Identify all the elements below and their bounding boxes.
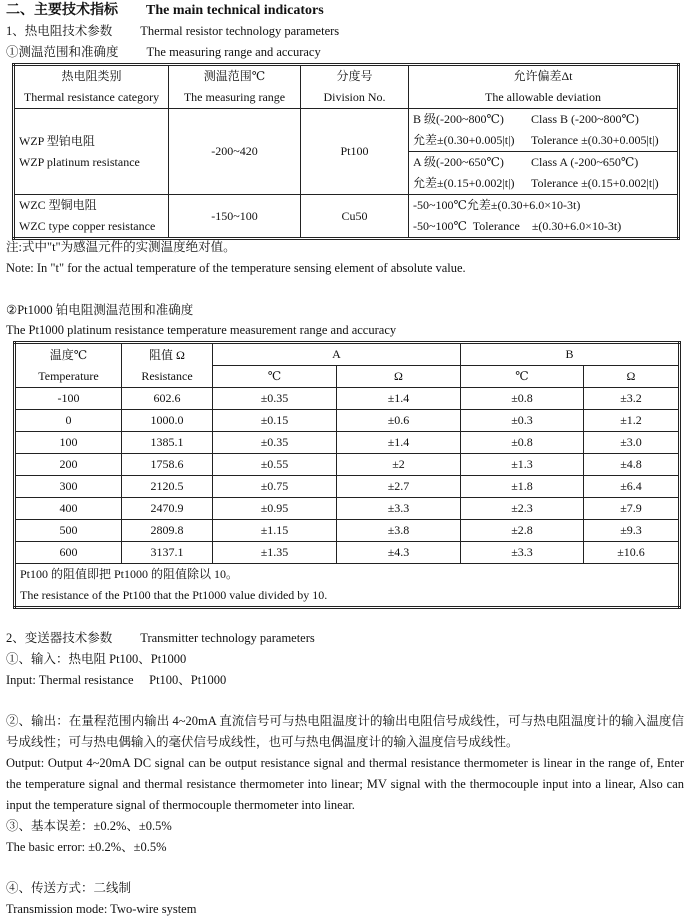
table-header-row — [14, 65, 679, 109]
cat-cn: WZP 型铂电阻 — [19, 133, 95, 148]
header-b-ohm: Ω — [584, 366, 680, 388]
table-row — [15, 498, 680, 520]
sub1-en: The measuring range and accuracy — [146, 45, 321, 59]
section2-title — [6, 628, 315, 648]
table-cell: ±2 — [337, 454, 461, 476]
table-cell: ±1.35 — [213, 542, 337, 564]
header-a-celsius: ℃ — [213, 366, 337, 388]
table-cell: 200 — [15, 454, 122, 476]
table-cell: 1385.1 — [122, 432, 213, 454]
sub2-en: The Pt1000 platinum resistance temperature measurement range and accuracy — [6, 323, 397, 337]
header-cn: 温度℃ — [49, 347, 88, 362]
sub1-cn: ①测温范围和准确度 — [6, 45, 119, 59]
table-cell: ±0.35 — [213, 432, 337, 454]
table-cell: ±2.8 — [461, 520, 584, 542]
dev-line — [413, 173, 673, 194]
table-cell: ±2.3 — [461, 498, 584, 520]
dev-en: Class A (-200~650℃) — [531, 155, 639, 169]
table-cell: 3137.1 — [122, 542, 213, 564]
table-cell: ±1.8 — [461, 476, 584, 498]
header-cn: 分度号 — [336, 69, 373, 83]
table-cell: ±3.0 — [584, 432, 680, 454]
header-en: Resistance — [141, 368, 193, 383]
transmission-cn: ④、传送方式：二线制 — [6, 881, 132, 895]
header-en: Division No. — [323, 90, 386, 104]
section2-en: Transmitter technology parameters — [140, 631, 315, 645]
transmission-en: Transmission mode: Two-wire system — [6, 902, 197, 916]
table-cell: ±1.2 — [584, 410, 680, 432]
table-cell: ±0.75 — [213, 476, 337, 498]
table-cell: 500 — [15, 520, 122, 542]
table-cell: ±1.15 — [213, 520, 337, 542]
error-en: The basic error: ±0.2%、±0.5% — [6, 840, 167, 854]
header-a-ohm: Ω — [337, 366, 461, 388]
header-resistance — [122, 343, 213, 388]
table-cell: 600 — [15, 542, 122, 564]
section2-cn: 2、变送器技术参数 — [6, 631, 113, 645]
table-cell: ±0.8 — [461, 388, 584, 410]
table-cell: ±3.8 — [337, 520, 461, 542]
table-cell: ±2.7 — [337, 476, 461, 498]
deviation-cell — [409, 109, 679, 152]
header-temperature — [15, 343, 122, 388]
table-row — [15, 410, 680, 432]
input-cn: ①、输入：热电阻 Pt100、Pt1000 — [6, 652, 187, 666]
error-cn: ③、基本误差：±0.2%、±0.5% — [6, 819, 172, 833]
table-row — [15, 542, 680, 564]
header-deviation — [409, 65, 679, 109]
input-en: Input: Thermal resistance Pt100、Pt1000 — [6, 673, 227, 687]
table-note — [15, 564, 680, 608]
table-row — [15, 520, 680, 542]
table-cell: 400 — [15, 498, 122, 520]
table-cell: 0 — [15, 410, 122, 432]
note1-cn: 注:式中"t"为感温元件的实测温度绝对值。 — [6, 240, 236, 254]
header-division — [301, 65, 409, 109]
dev-line — [413, 109, 673, 130]
section1-en: Thermal resistor technology parameters — [140, 24, 340, 38]
division-cell: Pt100 — [301, 109, 409, 195]
table-cell: -100 — [15, 388, 122, 410]
table-row — [15, 476, 680, 498]
range-cell: -150~100 — [169, 195, 301, 239]
table-cell: ±0.55 — [213, 454, 337, 476]
dev-line: -50~100℃ Tolerance ±(0.30+6.0×10-3t) — [413, 219, 622, 233]
table-cell: ±1.3 — [461, 454, 584, 476]
table-cell: ±3.3 — [461, 542, 584, 564]
table-cell: ±0.6 — [337, 410, 461, 432]
category-cell — [14, 109, 169, 195]
table-header-row — [15, 343, 680, 366]
dev-en: Tolerance ±(0.15+0.002|t|) — [531, 176, 659, 190]
header-b-celsius: ℃ — [461, 366, 584, 388]
output-cn: ②、输出：在量程范围内输出 4~20mA 直流信号可与热电阻温度计的输出电阻信号成线性，可与热电阻温度计的输入温度信号成线性；可与热电偶输入的毫伏信号成线性，也可与热电偶温度计的输入温度信号成线性。 — [6, 714, 684, 749]
table-cell: ±6.4 — [584, 476, 680, 498]
cat-cn: WZC 型铜电阻 — [19, 198, 97, 212]
table-cell: ±7.9 — [584, 498, 680, 520]
deviation-cell — [409, 195, 679, 239]
header-cn: 阻值 Ω — [149, 347, 185, 362]
header-category — [14, 65, 169, 109]
cat-en: WZC type copper resistance — [19, 219, 156, 233]
dev-en: Tolerance ±(0.30+0.005|t|) — [531, 133, 659, 147]
dev-cn: 允差±(0.30+0.005|t|) — [413, 133, 515, 147]
header-en: Temperature — [38, 368, 99, 383]
table-row — [15, 432, 680, 454]
table-cell: 2809.8 — [122, 520, 213, 542]
header-range — [169, 65, 301, 109]
heading-en: The main technical indicators — [146, 3, 324, 18]
table-cell: 1758.6 — [122, 454, 213, 476]
table-cell: 100 — [15, 432, 122, 454]
thermal-resistor-table — [12, 63, 680, 240]
section1-title — [6, 21, 339, 41]
table-row — [14, 109, 679, 152]
table-row — [14, 195, 679, 239]
deviation-cell — [409, 152, 679, 195]
header-cn: 测温范围℃ — [203, 69, 266, 83]
table-cell: 2120.5 — [122, 476, 213, 498]
dev-line: -50~100℃允差±(0.30+6.0×10-3t) — [413, 198, 581, 212]
dev-line — [413, 152, 673, 173]
table-cell: 1000.0 — [122, 410, 213, 432]
header-cn: 允许偏差Δt — [513, 69, 573, 83]
output-en: Output: Output 4~20mA DC signal can be output resistance signal and thermal resistance thermometer is linear in the range of, Enter the temperature signal and thermal resistance thermometer into linear; MV signal with the thermocouple input into a linear, Also can input the temperature signal of thermocouple thermometer into linear. — [6, 756, 684, 812]
table-cell: ±0.15 — [213, 410, 337, 432]
category-cell — [14, 195, 169, 239]
table-cell: ±4.3 — [337, 542, 461, 564]
heading-cn: 二、主要技术指标 — [6, 3, 118, 18]
note-cn: Pt100 的阻值即把 Pt1000 的阻值除以 10。 — [20, 567, 239, 581]
note-en: The resistance of the Pt100 that the Pt1000 value divided by 10. — [20, 588, 328, 602]
dev-cn: A 级(-200~650℃) — [413, 155, 504, 169]
table-cell: ±3.2 — [584, 388, 680, 410]
dev-cn: B 级(-200~800℃) — [413, 112, 504, 126]
table-cell: ±10.6 — [584, 542, 680, 564]
table-cell: ±1.4 — [337, 388, 461, 410]
table-row — [15, 388, 680, 410]
sub2-cn: ②Pt1000 铂电阻测温范围和准确度 — [6, 303, 194, 317]
cat-en: WZP platinum resistance — [19, 154, 140, 169]
table-cell: 2470.9 — [122, 498, 213, 520]
table-cell: ±1.4 — [337, 432, 461, 454]
sub1-title — [6, 42, 321, 62]
table-cell: ±9.3 — [584, 520, 680, 542]
table-row — [15, 454, 680, 476]
header-cn: 热电阻类别 — [61, 69, 122, 83]
dev-line — [413, 130, 673, 151]
header-class-a: A — [213, 343, 461, 366]
table-cell: 300 — [15, 476, 122, 498]
header-class-b: B — [461, 343, 680, 366]
division-cell: Cu50 — [301, 195, 409, 239]
pt1000-table — [13, 341, 681, 609]
table-cell: ±3.3 — [337, 498, 461, 520]
table-cell: ±0.35 — [213, 388, 337, 410]
dev-cn: 允差±(0.15+0.002|t|) — [413, 176, 515, 190]
section1-cn: 1、热电阻技术参数 — [6, 24, 113, 38]
table-note-row — [15, 564, 680, 608]
range-cell: -200~420 — [169, 109, 301, 195]
header-en: The allowable deviation — [485, 90, 601, 104]
note1-en: Note: In "t" for the actual temperature of the temperature sensing element of absolute value. — [6, 261, 466, 275]
header-en: The measuring range — [183, 90, 286, 104]
dev-en: Class B (-200~800℃) — [531, 112, 639, 126]
header-en: Thermal resistance category — [23, 90, 160, 104]
table-cell: ±0.8 — [461, 432, 584, 454]
table-cell: ±4.8 — [584, 454, 680, 476]
main-heading — [6, 1, 324, 21]
table-cell: ±0.3 — [461, 410, 584, 432]
table-cell: 602.6 — [122, 388, 213, 410]
table-cell: ±0.95 — [213, 498, 337, 520]
